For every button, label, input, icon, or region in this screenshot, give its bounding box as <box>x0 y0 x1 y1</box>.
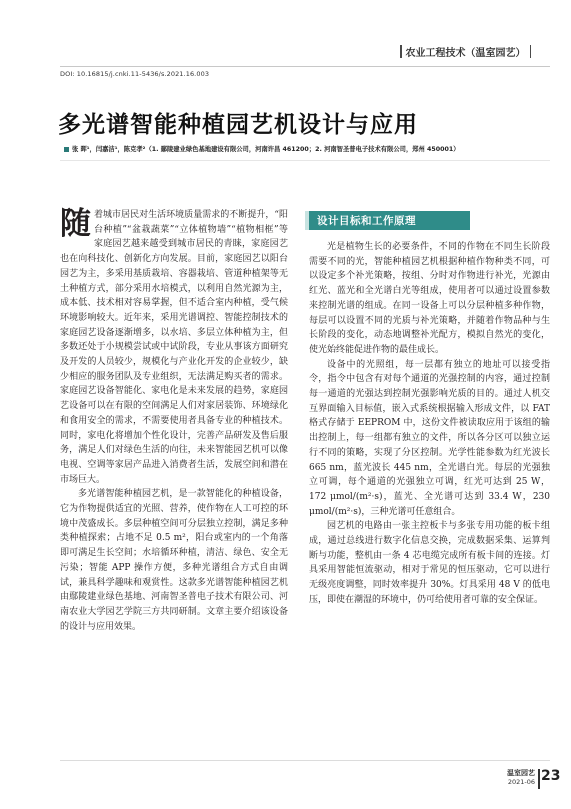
body-paragraph: 光是植物生长的必要条件，不同的作物在不同生长阶段需要不同的光，智能种植园艺机根据种植作物种类不同，可以设定多个补光策略，按组、分时对作物进行补光，光源由红光、蓝光和全光谱白光等组成，使用者可以通过设置参数来控制光谱的组成。在同一设备上可以分层种植多种作物，每层可以设置不同的光质与补光策略，并随着作物品种与生长阶段的变化，动态地调整补光配方，模拟自然光的变化，使光始终能促进作物的最佳成长。 <box>309 242 550 355</box>
intro-paragraph <box>60 208 288 487</box>
section-heading: 设计目标和工作原理 <box>309 211 470 230</box>
body-paragraph: 设备中的光照组，每一层都有独立的地址可以接受指令，指令中包含有对每个通道的光强控制的内容，通过控制每一通道的光强达到控制光强影响光质的目的。通过人机交互界面输入目标值，嵌入式系统根据输入形成文件，以 FAT 格式存储于 EEPROM 中，这份文件被读取应用于该组的输出控制上，每一组都有独立的文件，所以各分区可以独立运行不同的策略，实现了分区控制。光学性能参数为红光波长 665 nm，蓝光波长 445 nm，全光谱白光。每层的光强独立可调，每个通道的光强独立可调，红光可达到 25 W，172 μmol/(m²·s)，蓝光、全光谱可达到 33.4 W，230 μmol/(m²·s)，三种光谱可任意组合。 <box>309 359 550 517</box>
right-column <box>309 240 550 608</box>
author-marker-icon <box>64 147 69 152</box>
footer-info <box>490 769 535 787</box>
running-header <box>400 40 550 62</box>
footer-date: 2021-06 <box>507 778 535 786</box>
footer-rule <box>60 760 550 761</box>
page-number: 23 <box>541 768 561 784</box>
body-paragraph: 园艺机的电路由一张主控板卡与多张专用功能的板卡组成，通过总线进行数字化信息交换，完成数据采集、运算判断与功能，整机由一条 4 芯电缆完成所有板卡间的连接。灯具采用智能恒流驱动，相对于常见的恒压驱动，它可以进行无级亮度调整，同时效率提升 30%。灯具采用 48 V 的低电压，即使在潮湿的环境中，仍可给使用者可靠的安全保证。 <box>309 521 550 605</box>
header-rule <box>60 66 550 67</box>
doi-label: DOI: 10.16815/j.cnki.11-5436/s.2021.16.003 <box>60 70 210 78</box>
footer-magazine: 温室园艺 <box>507 769 535 777</box>
author-line <box>64 144 460 153</box>
author-rule <box>60 160 550 161</box>
left-column <box>60 208 288 634</box>
author-text: 张 晖¹，闫嘉洁¹，陈克孝²（1. 鄢陵建业绿色基地建设有限公司，河南许昌 461200；2. 河南智圣普电子技术有限公司，郑州 450001） <box>72 146 460 153</box>
body-paragraph: 多光谱智能种植园艺机，是一款智能化的种植设备，它为作物提供适宜的光照、营养，使作物在人工可控的环境中茂盛成长。多层种植空间可分层独立控制，满足多种类种植探索；占地不足 0.5 m²，阳台或室内的一个角落即可满足生长空间；水培循环种植，清洁、绿色、安全无污染；智能 APP 操作方便，多种光谱组合方式自由调试，兼具科学趣味和观赏性。这款多光谱智能种植园艺机由鄢陵建业绿色基地、河南智圣普电子技术有限公司、河南农业大学园艺学院三方共同研制。文章主要介绍该设备的设计与应用效果。 <box>60 489 288 632</box>
header-section-label: 农业工程技术（温室园艺） <box>405 47 526 59</box>
article-title: 多光谱智能种植园艺机设计与应用 <box>58 112 418 138</box>
header-divider <box>530 45 532 58</box>
drop-cap: 随 <box>60 206 91 242</box>
footer-divider <box>538 769 540 789</box>
header-divider <box>400 45 402 58</box>
intro-text: 着城市居民对生活环境质量需求的不断提升，“阳台种植”“盆栽蔬菜”“立体植物墙”“植物相框”等家庭园艺越来越受到城市居民的青睐，家庭园艺也在向科技化、创新化方向发展。目前，家庭园艺以阳台园艺为主，多采用基质栽培、容器栽培、管道种植架等无土种植方式，部分采用水培模式，以利用自然光源为主，成本低、技术相对容易掌握，但不适合室内种植，受气候环境影响较大。近年来，采用光谱调控、智能控制技术的家庭园艺设备逐渐增多，以水培、多层立体种植为主，但多数还处于小规模尝试或中试阶段，专业从事该方面研究及开发的人员较少，规模化与产业化开发的企业较少，缺少相应的服务团队及专业组织，无法满足购买者的需求。家庭园艺设备智能化、家电化是未来发展的趋势，家庭园艺设备可以在有限的空间满足人们对家居装饰、环境绿化和食用安全的需求，不需要使用者具备专业的种植技术。同时，家电化将增加个性化设计，完善产品研发及售后服务，满足人们对绿色生活的向往，未来智能园艺机可以像电视、空调等家居产品进入消费者生活，发展空间和潜在市场巨大。 <box>60 210 288 485</box>
